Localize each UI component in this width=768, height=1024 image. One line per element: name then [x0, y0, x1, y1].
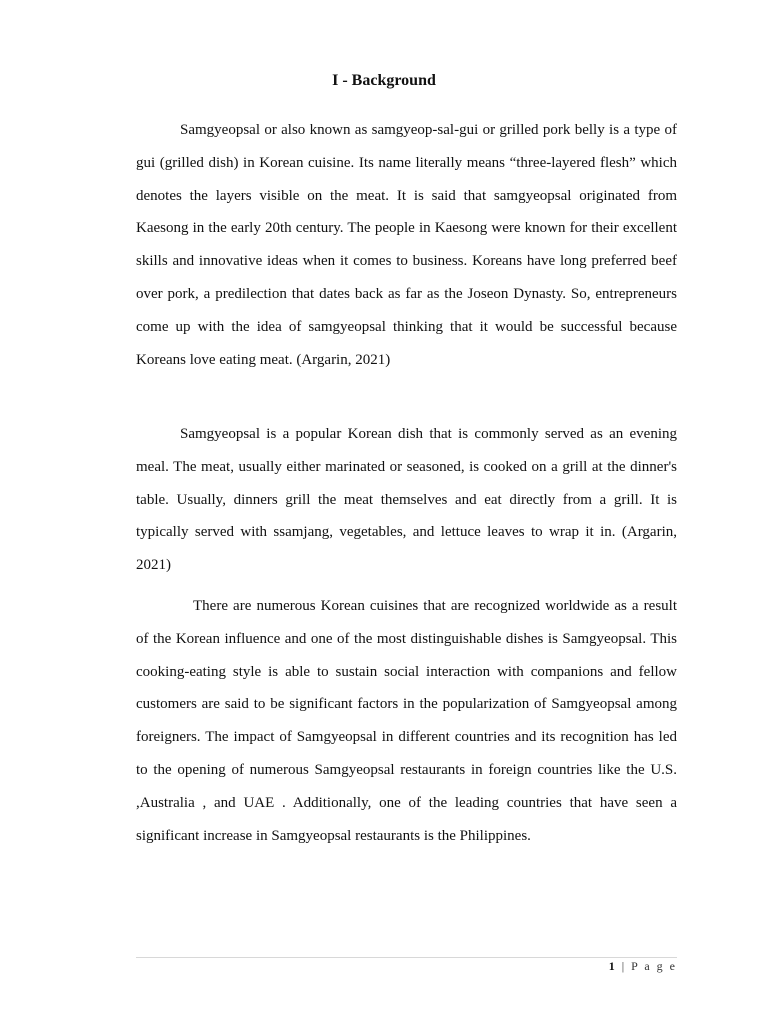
footer-divider — [136, 957, 677, 958]
paragraph-1 — [136, 114, 677, 376]
page-label: | P a g e — [621, 959, 677, 973]
paragraph-1-text: Samgyeopsal or also known as samgyeop-sal-gui or grilled pork belly is a type of gui (grilled dish) in Korean cuisine. Its name literally means “three-layered flesh” which denotes the layers visible on the meat. It is said that samgyeopsal originated from Kaesong in the early 20th century. The people in Kaesong were known for their excellent skills and innovative ideas when it comes to business. Koreans have long preferred beef over pork, a predilection that dates back as far as the Joseon Dynasty. So, entrepreneurs come up with the idea of samgyeopsal thinking that it would be successful because Koreans love eating meat. (Argarin, 2021) — [136, 122, 677, 368]
paragraph-3-text: There are numerous Korean cuisines that are recognized worldwide as a result of the Korean influence and one of the most distinguishable dishes is Samgyeopsal. This cooking-eating style is able to sustain social interaction with companions and fellow customers are said to be significant factors in the popularization of Samgyeopsal among foreigners. The impact of Samgyeopsal in different countries and its recognition has led to the opening of numerous Samgyeopsal restaurants in foreign countries like the U.S. ,Australia , and UAE . Additionally, one of the leading countries that have seen a significant increase in Samgyeopsal restaurants is the Philippines. — [136, 598, 677, 844]
page-number: 1 — [608, 959, 617, 973]
paragraph-2 — [136, 418, 677, 582]
section-heading: I - Background — [332, 72, 436, 89]
paragraph-3 — [136, 590, 677, 852]
paragraph-2-text: Samgyeopsal is a popular Korean dish that is commonly served as an evening meal. The meat, usually either marinated or seasoned, is cooked on a grill at the dinner's table. Usually, dinners grill the meat themselves and eat directly from a grill. It is typically served with ssamjang, vegetables, and lettuce leaves to wrap it in. (Argarin, 2021) — [136, 426, 677, 574]
page-footer — [609, 959, 677, 974]
